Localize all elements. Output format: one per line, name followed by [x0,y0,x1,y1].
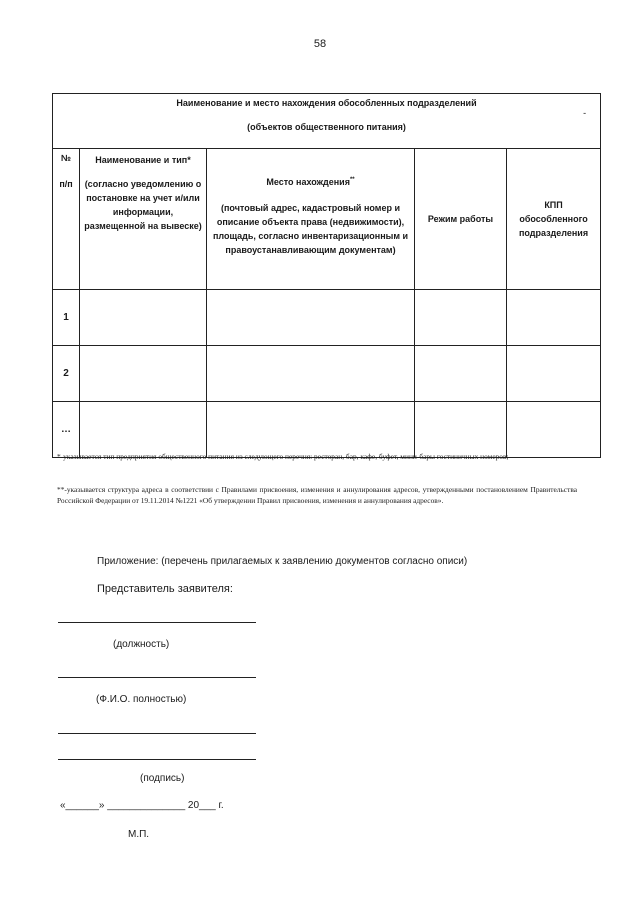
table-title-row [53,94,601,149]
cell-location [207,346,415,402]
table-row [53,346,601,402]
appendix-text: Приложение: (перечень прилагаемых к заявлению документов согласно описи) [97,556,468,567]
col-name-note: (согласно уведомлению о постановке на учет и/или информации, размещенной на вывеске) [84,179,202,231]
table-title-dash: - [583,108,587,118]
footnote-address: **-указывается структура адреса в соответствии с Правилами присвоения, изменения и аннулирования адресов, утвержденными постановлением Правительства Российской Федерации от 19.11.2014 №1221 «Об утверждении Правил присвоения, изменения и аннулирования адресов». [57,485,577,505]
footnote-type: *-указывается тип предприятия общественного питания из следующего перечня: ресторан, бар, кафе, буфет, мини-бары гостиничных номеров; [57,452,509,461]
fullname-line [58,677,256,678]
table-header-row [53,149,601,290]
col-name-header [80,149,207,290]
col-kpp-header: КПП обособленного подразделения [507,149,601,290]
col-location-footnote-mark: ** [349,177,355,183]
col-number-symbol: № [60,153,72,163]
table-title-cell [53,94,601,149]
page-number: 58 [313,38,327,50]
representative-label: Представитель заявителя: [97,583,233,595]
date-line: «______» ______________ 20___ г. [60,800,224,811]
cell-location [207,290,415,346]
table-row [53,402,601,458]
position-label: (должность) [113,639,170,650]
col-number-header [53,149,80,290]
cell-kpp [507,402,601,458]
col-location-title: Место нахождения [266,177,350,187]
cell-schedule [415,290,507,346]
col-number-label: п/п [59,179,73,189]
cell-location [207,402,415,458]
table-subtitle: (объектов общественного питания) [247,122,406,132]
cell-name [80,402,207,458]
table-title: Наименование и место нахождения обособленных подразделений [176,98,477,108]
row-number: 2 [53,346,80,402]
signature-line-1 [58,733,256,734]
signature-label: (подпись) [140,773,185,784]
col-location-note: (почтовый адрес, кадастровый номер и описание объекта права (недвижимости), площадь, согласно инвентаризационным и правоустанавливающим документам) [212,203,409,255]
col-schedule-header: Режим работы [415,149,507,290]
fullname-label: (Ф.И.О. полностью) [96,694,187,705]
cell-name [80,346,207,402]
cell-schedule [415,346,507,402]
table-row [53,290,601,346]
cell-name [80,290,207,346]
col-location-header [207,149,415,290]
row-number: 1 [53,290,80,346]
cell-kpp [507,346,601,402]
subdivisions-table [52,93,601,458]
cell-kpp [507,290,601,346]
signature-line-2 [58,759,256,760]
row-number: … [53,402,80,458]
stamp-label: М.П. [128,829,150,840]
col-name-title: Наименование и тип* [95,155,191,165]
cell-schedule [415,402,507,458]
position-line [58,622,256,623]
